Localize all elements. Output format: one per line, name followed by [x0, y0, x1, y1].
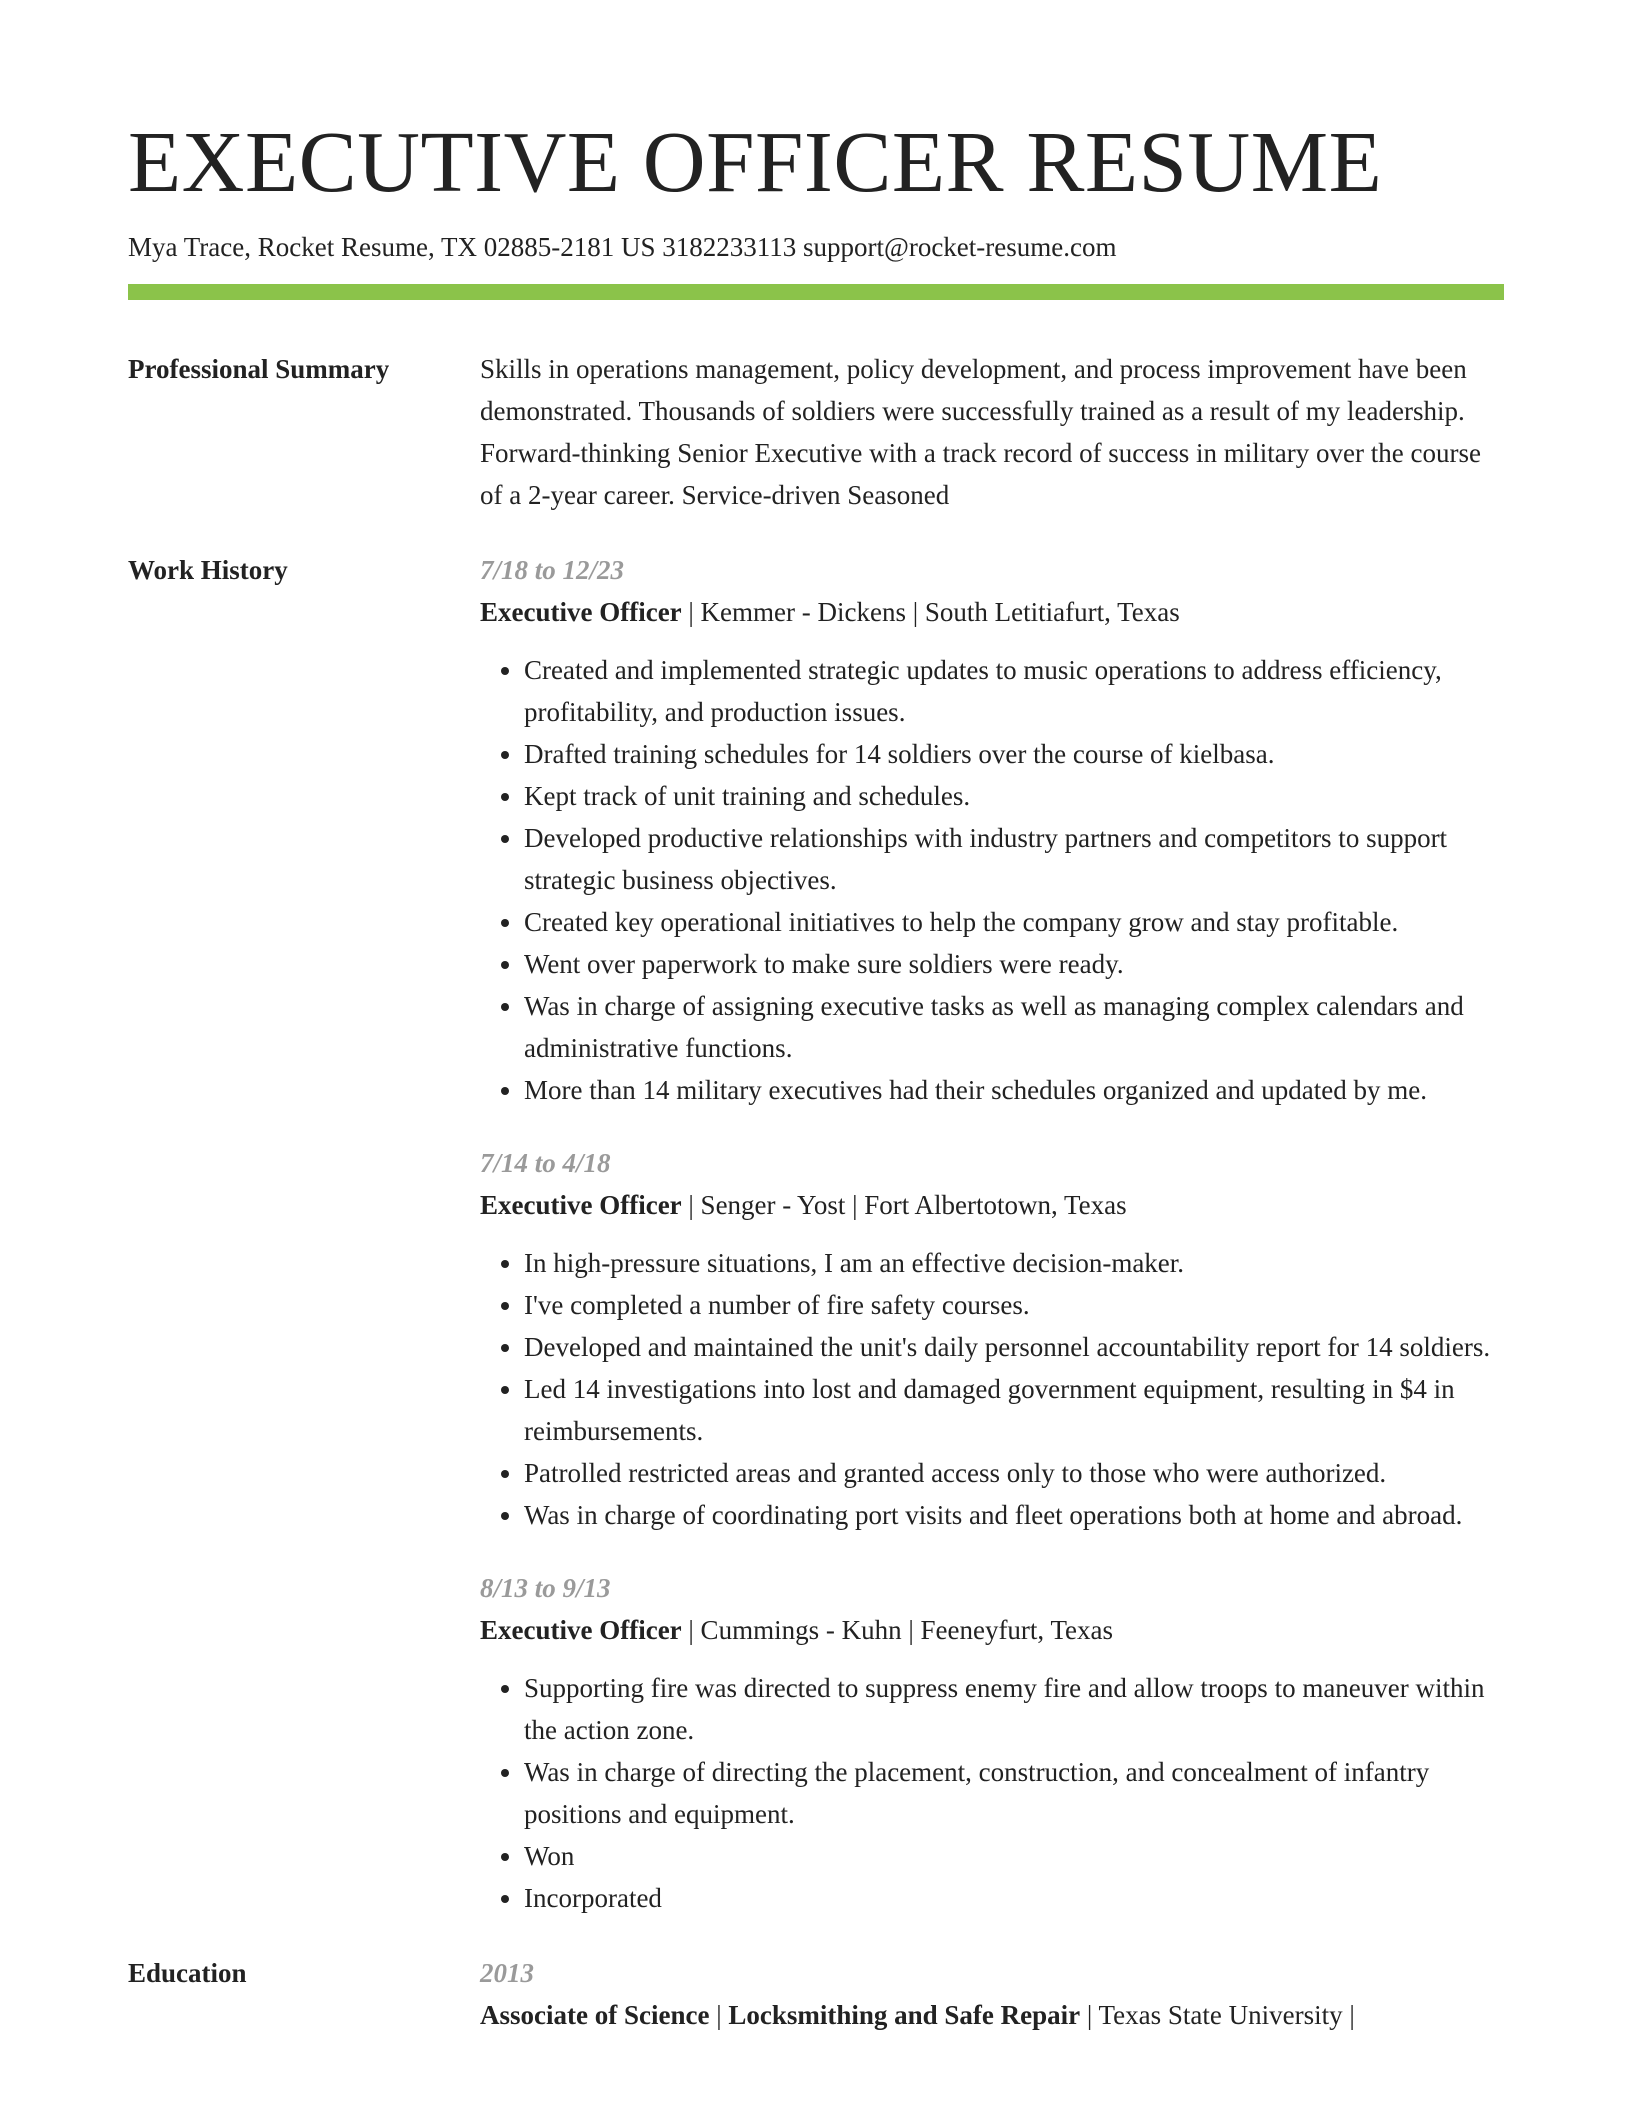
job-entry — [480, 1142, 1504, 1536]
resume-page — [128, 113, 1504, 2036]
duties-list — [480, 1667, 1504, 1919]
job-title-line — [480, 1609, 1504, 1651]
education-section — [128, 1952, 1504, 2036]
duty-item: • Created and implemented strategic updates to music operations to address efficiency, profitability, and production issues. — [524, 649, 1504, 733]
education-separator: | — [709, 2000, 729, 2031]
duty-item: • Was in charge of directing the placement, construction, and concealment of infantry positions and equipment. — [524, 1751, 1504, 1835]
duty-item: • Won — [524, 1835, 1504, 1877]
job-date: 8/13 to 9/13 — [480, 1573, 611, 1604]
job-entry — [480, 549, 1504, 1111]
duty-item: • I've completed a number of fire safety courses. — [524, 1284, 1504, 1326]
job-title-line — [480, 591, 1504, 633]
duty-item: • Went over paperwork to make sure soldiers were ready. — [524, 943, 1504, 985]
job-date: 7/18 to 12/23 — [480, 555, 625, 586]
education-field: Locksmithing and Safe Repair — [728, 2000, 1081, 2031]
work-history-label: Work History — [128, 555, 288, 586]
education-label: Education — [128, 1958, 247, 1989]
duties-list — [480, 1242, 1504, 1536]
job-details: | Senger - Yost | Fort Albertotown, Texas — [681, 1190, 1127, 1221]
duty-item: • In high-pressure situations, I am an effective decision-maker. — [524, 1242, 1504, 1284]
duty-item: • Was in charge of assigning executive tasks as well as managing complex calendars and administrative functions. — [524, 985, 1504, 1069]
job-date: 7/14 to 4/18 — [480, 1148, 611, 1179]
resume-title: EXECUTIVE OFFICER RESUME — [128, 113, 1383, 210]
duty-item: • Created key operational initiatives to help the company grow and stay profitable. — [524, 901, 1504, 943]
duty-item: • Drafted training schedules for 14 soldiers over the course of kielbasa. — [524, 733, 1504, 775]
header-divider — [128, 284, 1504, 300]
education-year: 2013 — [480, 1958, 534, 1989]
duty-item: • Developed productive relationships with industry partners and competitors to support strategic business objectives. — [524, 817, 1504, 901]
education-school: | Texas State University | — [1080, 2000, 1355, 2031]
education-body — [480, 1952, 1504, 2036]
work-history-section — [128, 549, 1504, 1919]
duty-item: • Led 14 investigations into lost and damaged government equipment, resulting in $4 in reimbursements. — [524, 1368, 1504, 1452]
job-title-line — [480, 1184, 1504, 1226]
summary-label: Professional Summary — [128, 354, 390, 385]
job-title: Executive Officer — [480, 597, 682, 628]
job-title: Executive Officer — [480, 1190, 682, 1221]
job-title: Executive Officer — [480, 1615, 682, 1646]
education-line — [480, 1994, 1504, 2036]
duty-item: • Incorporated — [524, 1877, 1504, 1919]
work-history-body — [480, 549, 1504, 1919]
contact-line: Mya Trace, Rocket Resume, TX 02885-2181 US 3182233113 support@rocket-resume.com — [128, 232, 1117, 262]
duty-item: • More than 14 military executives had their schedules organized and updated by me. — [524, 1069, 1504, 1111]
duty-item: • Was in charge of coordinating port visits and fleet operations both at home and abroad. — [524, 1494, 1504, 1536]
duty-item: • Developed and maintained the unit's daily personnel accountability report for 14 soldiers. — [524, 1326, 1504, 1368]
duties-list — [480, 649, 1504, 1111]
duty-item: • Supporting fire was directed to suppress enemy fire and allow troops to maneuver within the action zone. — [524, 1667, 1504, 1751]
summary-section — [128, 348, 1504, 516]
job-details: | Kemmer - Dickens | South Letitiafurt, Texas — [681, 597, 1180, 628]
duty-item: • Patrolled restricted areas and granted access only to those who were authorized. — [524, 1452, 1504, 1494]
summary-body — [480, 348, 1504, 516]
duty-item: • Kept track of unit training and schedules. — [524, 775, 1504, 817]
summary-text: Skills in operations management, policy development, and process improvement have been demonstrated. Thousands of soldiers were successfully trained as a result of my leadership. Forward-thinking Senior Executive with a track record of success in military over the course of a 2-year career. Service-driven Seasoned — [480, 354, 1481, 511]
job-entry — [480, 1567, 1504, 1919]
job-details: | Cummings - Kuhn | Feeneyfurt, Texas — [681, 1615, 1114, 1646]
education-degree: Associate of Science — [480, 2000, 710, 2031]
